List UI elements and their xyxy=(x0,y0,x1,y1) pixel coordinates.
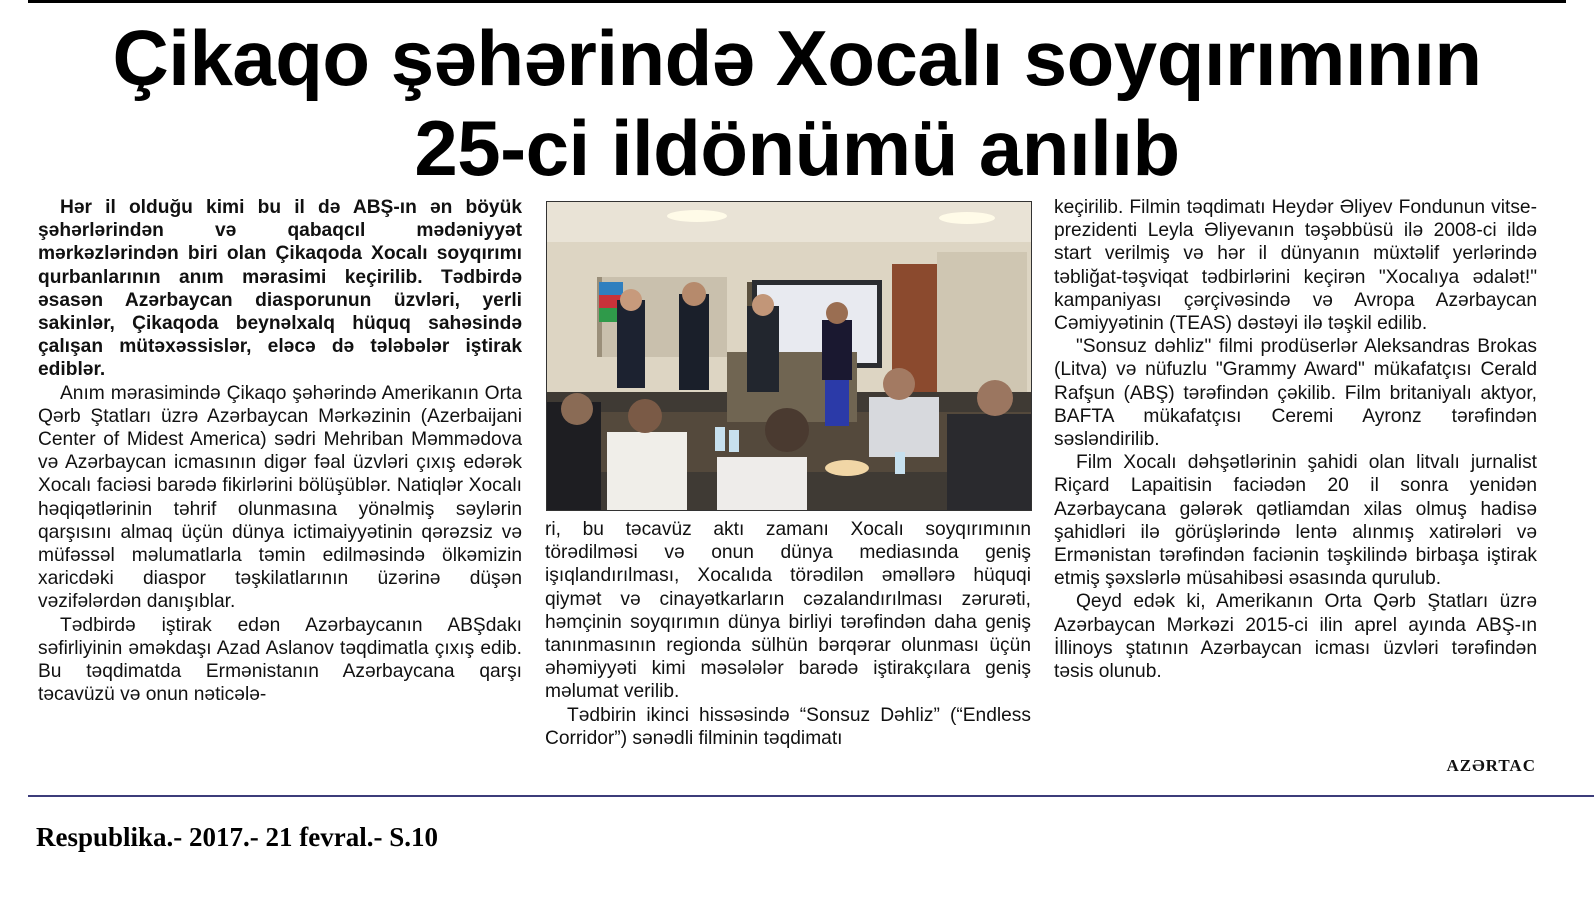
article-column-1 xyxy=(38,196,522,706)
paragraph: Tədbirdə iştirak edən Azərbaycanın ABŞdakı səfirliyinin əməkdaşı Azad Aslanov təqdimatla çıxış edib. Bu təqdimatda Ermənistanın Azərbaycana qarşı təcavüzü və onun nəticələ- xyxy=(38,614,522,706)
paragraph: Qeyd edək ki, Amerikanın Orta Qərb Ştatları üzrə Azərbaycan Mərkəzi 2015-ci ilin aprel ayında ABŞ-ın İllinoys ştatının Azərbaycan icması üzvləri tərəfindən təsis olunub. xyxy=(1054,591,1537,683)
paragraph: keçirilib. Filmin təqdimatı Heydər Əliyev Fondunun vitse-prezidenti Leyla Əliyevanın təşəbbüsü ilə 2008-ci ildə start verilmiş və hər il dünyanın müxtəlif yerlərində təbliğat-təşviqat tədbirlərini keçirən "Xocalıya ədalət!" kampaniyası çərçivəsində və Avropa Azərbaycan Cəmiyyətinin (TEAS) dəstəyi ilə təşkil edilib. xyxy=(1054,197,1537,335)
paragraph: "Sonsuz dəhliz" filmi prodüserlər Aleksandras Brokas (Litva) və nüfuzlu "Grammy Award" mükafatçısı Cerald Rafşun (ABŞ) tərəfindən çəkilib. Film britaniyalı aktyor, BAFTA mükafatçısı Ceremi Ayronz tərəfindən səsləndirilib. xyxy=(1054,336,1537,451)
headline-line-2: 25-ci ildönümü anılıb xyxy=(414,104,1180,192)
event-photo-illustration xyxy=(547,202,1031,510)
headline-line-1: Çikaqo şəhərində Xocalı soyqırımının xyxy=(112,14,1482,102)
agency-signature: AZƏRTAC xyxy=(1446,756,1536,775)
source-citation: Respublika.- 2017.- 21 fevral.- S.10 xyxy=(36,822,439,852)
paragraph: Film Xocalı dəhşətlərinin şahidi olan litvalı jurnalist Riçard Lapaitisin faciədən 20 il sonra yenidən Azərbaycana gələrək qətliamdan xilas olmuş hadisə şahidləri ilə görüşlərində lentə alınmış xatirələri və Ermənistan tərəfindən faciənin təşkilində birbaşa iştirak etmiş şəxslərlə müsahibəsi əsasında qurulub. xyxy=(1054,452,1537,590)
lead-paragraph: Hər il olduğu kimi bu il də ABŞ-ın ən böyük şəhərlərindən və qabaqcıl mədəniyyət mərkəzlərindən biri olan Çikaqoda Xocalı soyqırımı qurbanlarının anım mərasimi keçirilib. Tədbirdə əsasən Azərbaycan diasporunun üzvləri, yerli sakinlər, Çikaqoda beynəlxalq hüquq sahəsində çalışan mütəxəssislər, eləcə də tələbələr iştirak ediblər. xyxy=(38,197,522,381)
top-rule xyxy=(28,0,1566,3)
paragraph: Tədbirin ikinci hissəsində “Sonsuz Dəhliz” (“Endless Corridor”) sənədli filminin təqdimatı xyxy=(545,704,1031,749)
event-photo xyxy=(546,201,1032,511)
paragraph: Anım mərasimində Çikaqo şəhərində Amerikanın Orta Qərb Ştatları üzrə Azərbaycan Mərkəzinin (Azerbaijani Center of Midest America) sədri Mehriban Məmmədova və Azərbaycan icmasının digər fəal üzvləri çıxış edərək Xocalı faciəsi barədə fikirlərini bölüşüblər. Natiqlər Xocalı həqiqətlərinin təhrif olunmasına yönəlmiş səylərin qarşısını almaq üçün dünya ictimaiyyətinin qərəzsiz və müfəssəl məlumatlarla təmin edilməsində ölkəmizin xaricdəki diaspor təşkilatlarının üzərinə düşən vəzifələrdən danışıblar. xyxy=(38,382,522,613)
bottom-rule xyxy=(28,795,1594,797)
paragraph: ri, bu təcavüz aktı zamanı Xocalı soyqırımının törədilməsi və onun dünya mediasında geniş işıqlandırılması, Xocalıda törədilən əməllərə hüquqi qiymət və cinayətkarların cəzalandırılması zərurəti, həmçinin soyqırımın dünya birliyi tərəfindən daha geniş tanınmasının regionda sülhün bərqərar olunması üçün əhəmiyyəti kimi məsələlər barədə iştirakçılara geniş məlumat verilib. xyxy=(545,519,1031,703)
article-column-2 xyxy=(545,518,1031,750)
article-column-3 xyxy=(1054,196,1537,683)
